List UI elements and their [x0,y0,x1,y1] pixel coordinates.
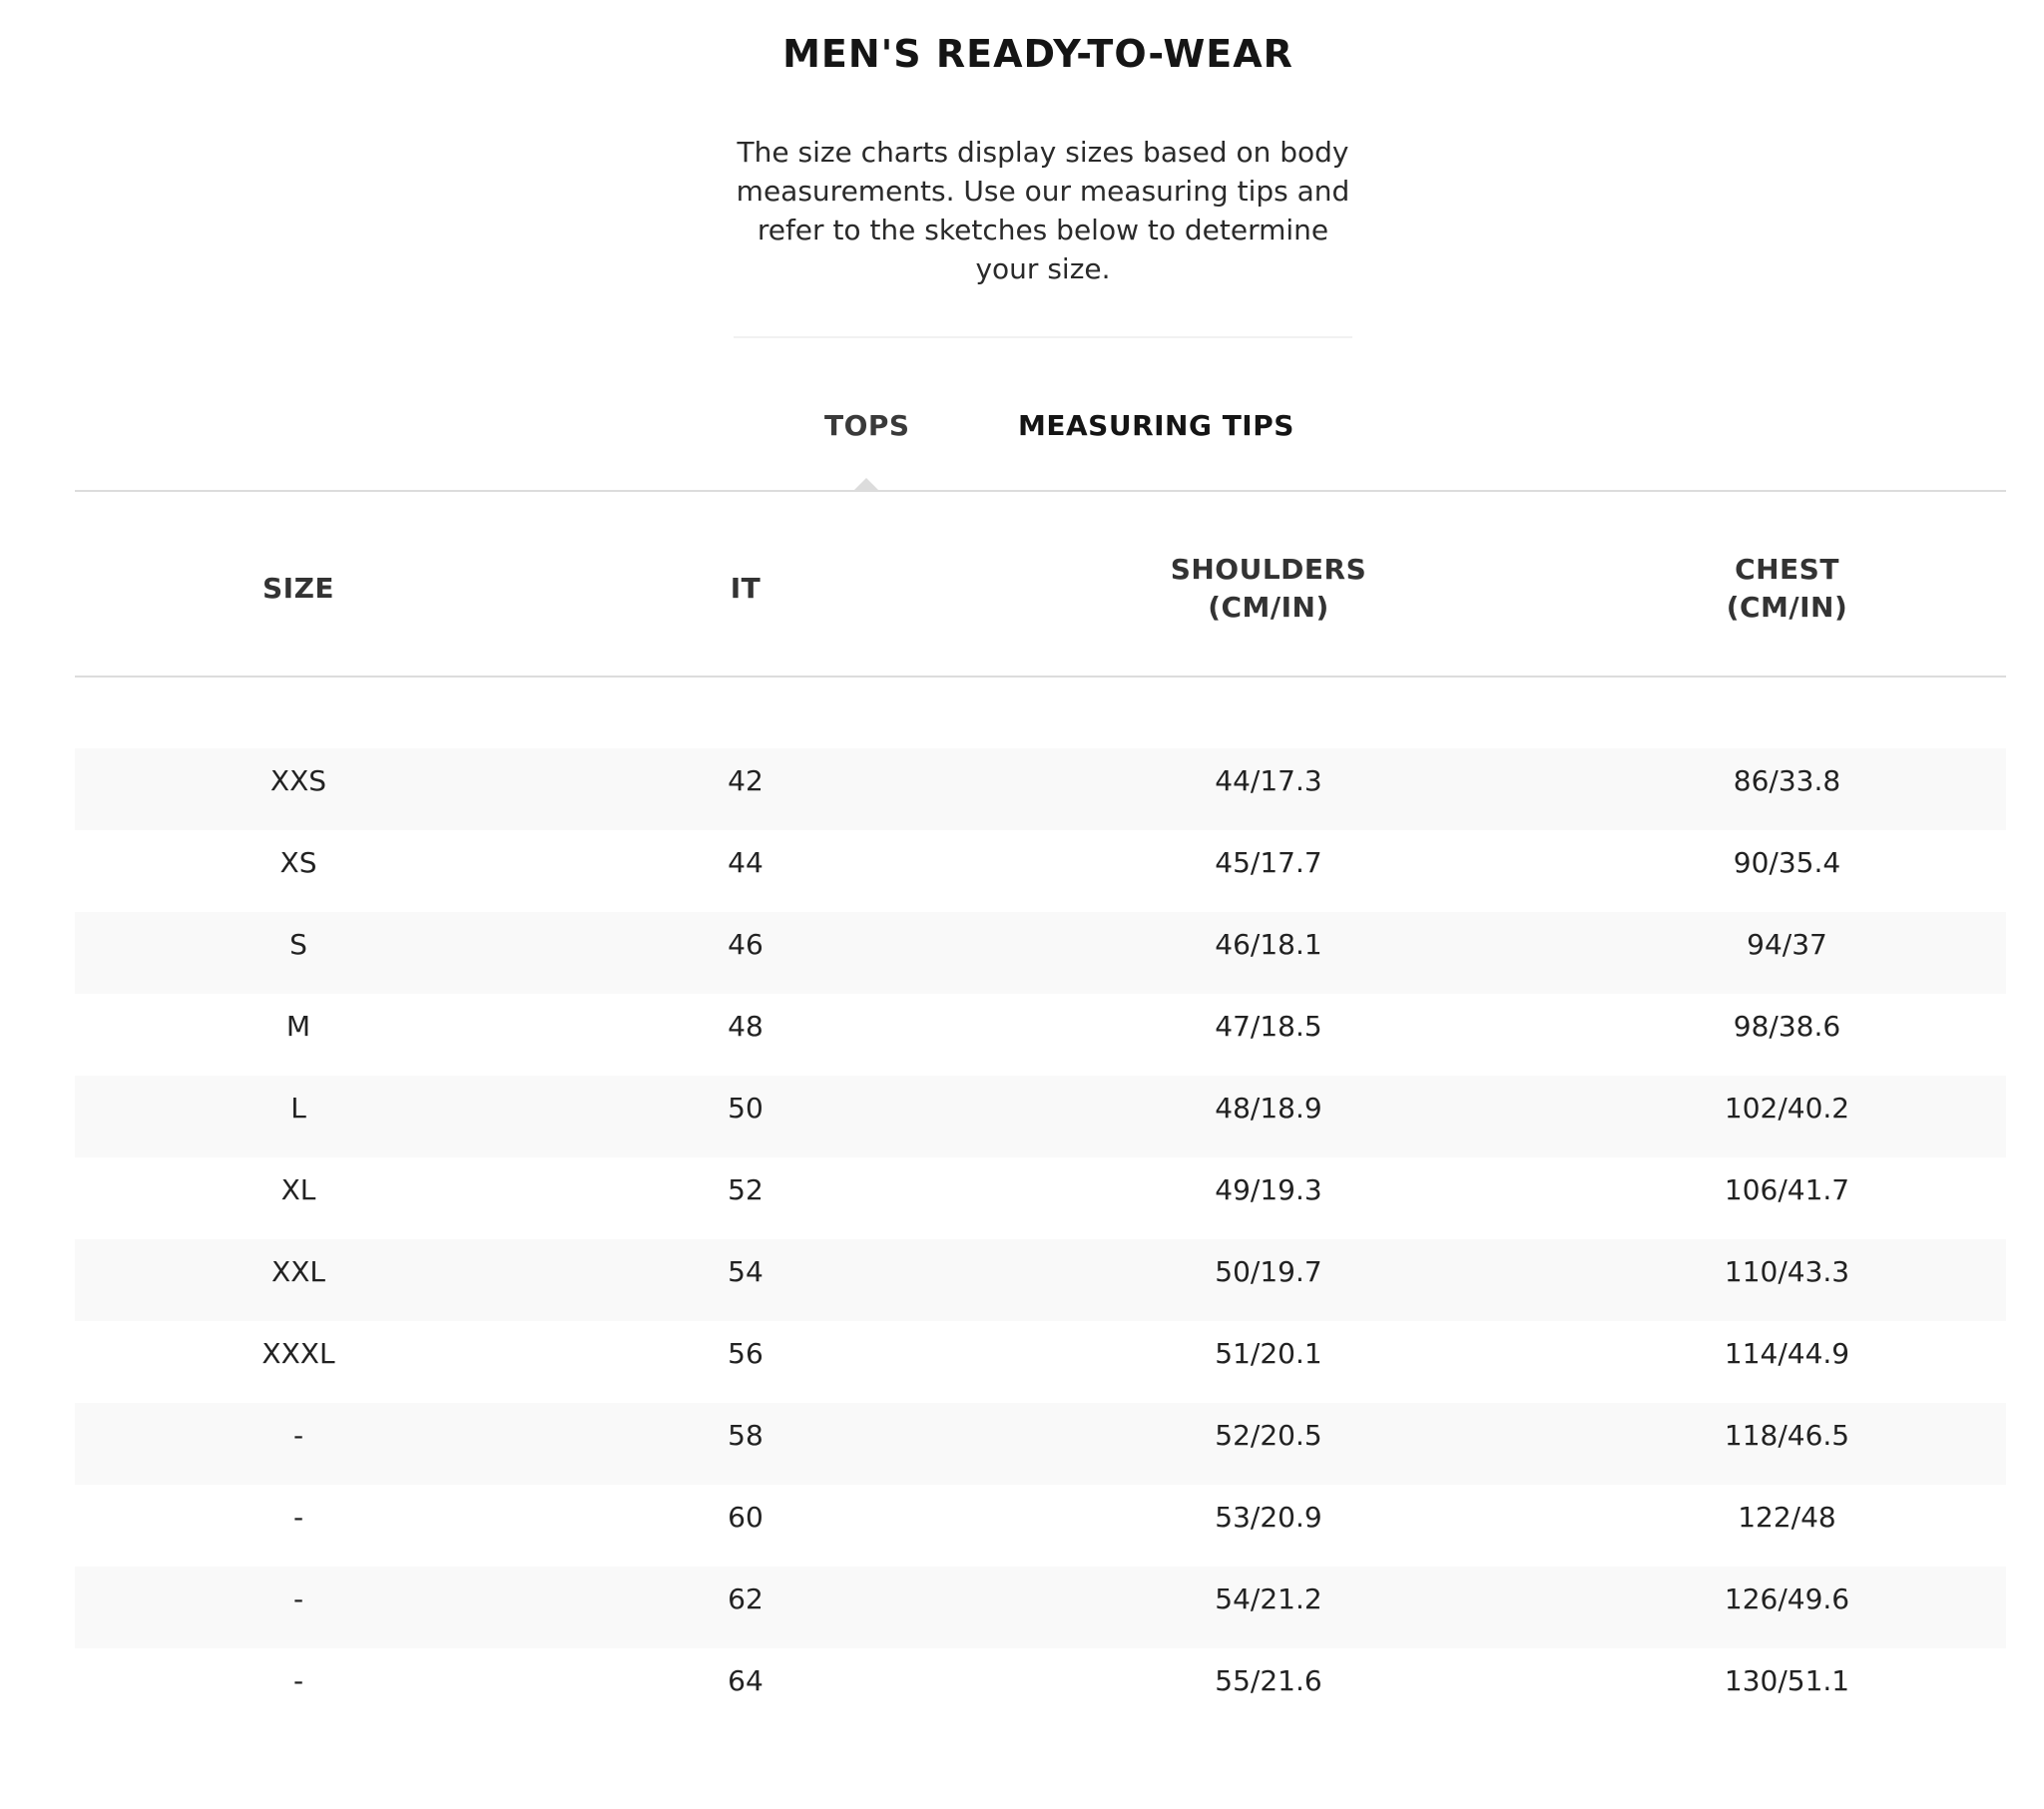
cell-chest: 122/48 [1738,1500,1836,1534]
header-shoulders-unit: (CM/IN) [1208,591,1329,624]
table-row [75,994,2006,1076]
table-row [75,1485,2006,1567]
table-row [75,1239,2006,1321]
active-tab-indicator [854,478,878,490]
header-it-label: IT [730,572,762,605]
tab-tops[interactable]: TOPS [824,409,910,442]
tabs-divider [75,490,2006,492]
cell-size: M [285,1009,311,1043]
cell-it: 54 [728,1254,764,1288]
cell-chest: 86/33.8 [1733,763,1841,797]
cell-chest: 98/38.6 [1733,1009,1841,1043]
header-shoulders [969,539,1568,639]
cell-chest: 102/40.2 [1724,1091,1850,1125]
cell-shoulders: 54/21.2 [1215,1582,1322,1615]
description-divider [734,336,1352,338]
tab-bar [0,409,2044,469]
header-size-label: SIZE [261,572,334,605]
page-title: MEN'S READY-TO-WEAR [782,32,1293,76]
cell-chest: 110/43.3 [1724,1254,1850,1288]
cell-chest: 90/35.4 [1733,845,1841,879]
cell-shoulders: 52/20.5 [1215,1418,1322,1452]
cell-it: 42 [728,763,764,797]
header-divider [75,676,2006,678]
cell-shoulders: 44/17.3 [1215,763,1322,797]
cell-shoulders: 45/17.7 [1215,845,1322,879]
cell-size: XXL [271,1254,325,1288]
table-row [75,1076,2006,1157]
table-row [75,1567,2006,1648]
cell-it: 56 [728,1336,764,1370]
cell-size: XXXL [261,1336,335,1370]
cell-shoulders: 50/19.7 [1215,1254,1322,1288]
table-row [75,912,2006,994]
cell-shoulders: 47/18.5 [1215,1009,1322,1043]
cell-size: - [292,1663,304,1697]
cell-it: 62 [728,1582,764,1615]
cell-shoulders: 53/20.9 [1215,1500,1322,1534]
table-row [75,1403,2006,1485]
cell-chest: 130/51.1 [1724,1663,1850,1697]
cell-shoulders: 46/18.1 [1215,927,1322,961]
header-shoulders-label: SHOULDERS [1170,553,1367,586]
cell-chest: 126/49.6 [1724,1582,1850,1615]
header-size [75,539,522,639]
size-chart-description: The size charts display sizes based on body measurements. Use our measuring tips and refer to the sketches below to determine your size. [736,136,1350,285]
table-row [75,830,2006,912]
header-it [522,539,969,639]
cell-size: S [289,927,307,961]
cell-shoulders: 48/18.9 [1215,1091,1322,1125]
size-table-body [75,748,2006,1730]
table-row [75,1321,2006,1403]
table-row [75,1648,2006,1730]
cell-chest: 106/41.7 [1724,1172,1850,1206]
cell-it: 58 [728,1418,764,1452]
header-chest [1568,539,2006,639]
cell-it: 52 [728,1172,764,1206]
cell-shoulders: 49/19.3 [1215,1172,1322,1206]
cell-size: XS [279,845,317,879]
cell-it: 64 [728,1663,764,1697]
cell-it: 46 [728,927,764,961]
cell-it: 48 [728,1009,764,1043]
tab-measuring-tips[interactable]: MEASURING TIPS [1018,409,1294,442]
table-row [75,1157,2006,1239]
cell-size: - [292,1500,304,1534]
cell-chest: 118/46.5 [1724,1418,1850,1452]
header-chest-label: CHEST [1735,553,1839,586]
cell-shoulders: 51/20.1 [1215,1336,1322,1370]
cell-size: XL [280,1172,316,1206]
table-row [75,748,2006,830]
cell-shoulders: 55/21.6 [1215,1663,1322,1697]
cell-it: 50 [728,1091,764,1125]
cell-it: 44 [728,845,764,879]
table-header-row [75,539,2006,639]
cell-chest: 94/37 [1747,927,1827,961]
cell-size: - [292,1418,304,1452]
cell-chest: 114/44.9 [1724,1336,1850,1370]
header-chest-unit: (CM/IN) [1726,591,1848,624]
cell-size: L [290,1091,306,1125]
cell-size: XXS [269,763,327,797]
cell-size: - [292,1582,304,1615]
cell-it: 60 [728,1500,764,1534]
